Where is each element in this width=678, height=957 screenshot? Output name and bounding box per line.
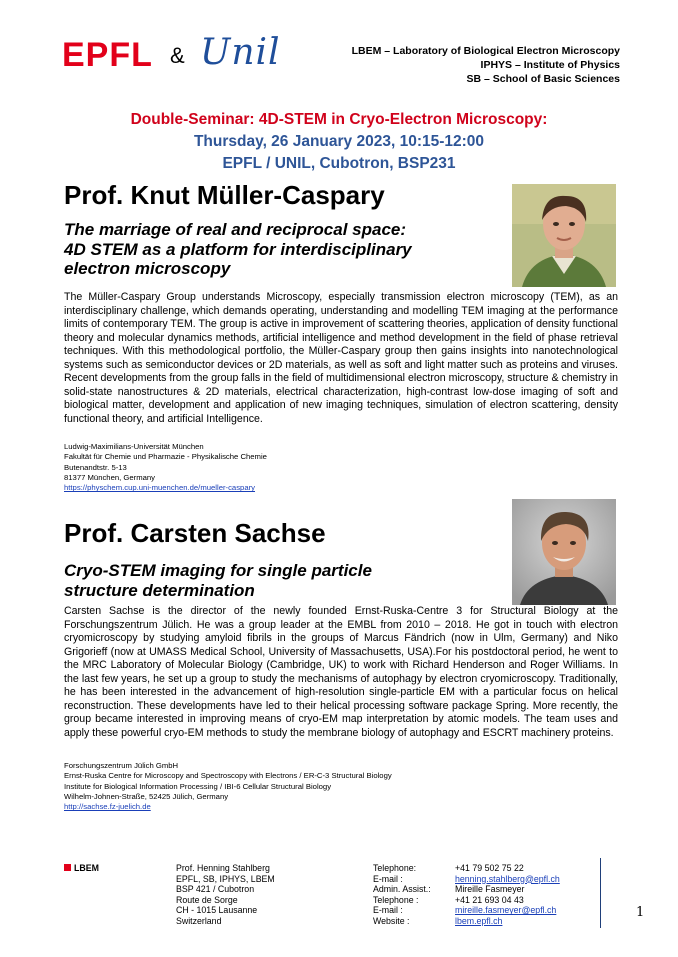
affiliation-line: Ernst-Ruska Centre for Microscopy and Spectroscopy with Electrons / ER-C-3 Structural Biology (64, 771, 392, 781)
seminar-venue: EPFL / UNIL, Cubotron, BSP231 (222, 155, 456, 172)
speaker-1-link[interactable]: https://physchem.cup.uni-muenchen.de/mueller-caspary (64, 483, 256, 493)
contact-label: Telephone: (373, 863, 417, 873)
affiliation-line: 81377 München, Germany (64, 472, 156, 482)
speaker-1-photo (512, 184, 616, 287)
speaker-1-talk-title (64, 220, 464, 279)
contact-email-assistant-link[interactable]: mireille.fasmeyer@epfl.ch (455, 905, 557, 916)
institution-sb: SB – School of Basic Sciences (466, 73, 620, 85)
affiliation-line: Fakultät für Chemie und Pharmazie - Physikalische Chemie (64, 452, 267, 462)
affiliation-line: Ludwig-Maximilians-Universität München (64, 442, 204, 451)
speaker-2-link[interactable]: http://sachse.fz-juelich.de (64, 802, 151, 812)
talk-title-line: Cryo-STEM imaging for single particle (64, 561, 372, 580)
institution-lbem: LBEM – Laboratory of Biological Electron Microscopy (351, 45, 620, 57)
seminar-title: Double-Seminar: 4D-STEM in Cryo-Electron Microscopy: (130, 111, 548, 128)
contact-assistant: Mireille Fasmeyer (455, 884, 525, 895)
institution-iphys: IPHYS – Institute of Physics (480, 59, 620, 71)
address-line: CH - 1015 Lausanne (176, 905, 258, 916)
speaker-2-affiliation (64, 761, 524, 812)
contact-label: Website : (373, 915, 410, 926)
affiliation-line: Butenandtstr. 5-13 (64, 462, 127, 472)
footer-address (176, 863, 275, 927)
speaker-1-name: Prof. Knut Müller-Caspary (64, 180, 385, 210)
contact-label: E-mail : (373, 873, 403, 884)
talk-title-line: 4D STEM as a platform for interdisciplinary (64, 239, 412, 259)
contact-label: Admin. Assist.: (373, 884, 431, 895)
lab-square-icon (64, 864, 71, 871)
speaker-1-abstract: The Müller-Caspary Group understands Microscopy, especially transmission electron microscopy (TEM), as an interdisciplinary challenge, which demands operating, understanding and modelling TEM imaging at the performance limits of contemporary TEM. The group is active in improvement of scattering theories, application of density functional theory and molecular dynamics methods, artificial intelligence and method development in the field of phase retrieval techniques. With this methodological portfolio, the Müller-Caspary group then gains insights into nanotechnological systems such as semiconductor devices or 2D materials, as well as soft and light matter such as proteins and viruses. Recent developments from the group falls in the field of multidimensional electron microscopy, structure & chemistry in solid-state nanostructures & 2D materials, electrical characterization, high-contrast low-dose imaging of soft and biological matter, development and application of new imaging techniques, simulation of electron scattering, density functional theory, and artificial Intelligence. (64, 291, 618, 425)
address-line: BSP 421 / Cubotron (176, 884, 255, 895)
footer-divider (600, 858, 601, 928)
address-line: Prof. Henning Stahlberg (176, 863, 270, 873)
speaker-2-photo (512, 499, 616, 605)
page-number: 1 (636, 905, 645, 920)
address-line: Switzerland (176, 915, 222, 926)
contact-phone: +41 79 502 75 22 (455, 863, 524, 873)
contact-label: Telephone : (373, 894, 419, 905)
contact-label: E-mail : (373, 905, 403, 916)
speaker-2-name: Prof. Carsten Sachse (64, 518, 326, 548)
seminar-date: Thursday, 26 January 2023, 10:15-12:00 (193, 133, 485, 150)
unil-logo: Unil (200, 32, 281, 73)
affiliation-line: Wilhelm-Johnen-Straße, 52425 Jülich, Germany (64, 791, 229, 801)
institution-list (352, 44, 620, 86)
footer-lab-label: LBEM (74, 863, 99, 873)
affiliation-line: Institute for Biological Information Processing / IBI-6 Cellular Structural Biology (64, 781, 332, 791)
speaker-2-talk-title (64, 561, 464, 600)
talk-title-line: electron microscopy (64, 259, 231, 278)
website-link[interactable]: lbem.epfl.ch (455, 915, 503, 926)
footer-contact-values (455, 863, 560, 927)
epfl-logo: EPFL (62, 36, 153, 74)
footer-contact-labels (373, 863, 431, 927)
talk-title-line: The marriage of real and reciprocal space: (64, 220, 407, 239)
footer-lab (64, 863, 99, 874)
affiliation-line: Forschungszentrum Jülich GmbH (64, 761, 179, 770)
speaker-1-affiliation (64, 442, 524, 493)
contact-email-link[interactable]: henning.stahlberg@epfl.ch (455, 873, 560, 884)
speaker-2-abstract: Carsten Sachse is the director of the newly founded Ernst-Ruska-Centre 3 for Structural Biology at the Forschungszentrum Jülich. He was a group leader at the EMBL from 2010 – 2018. He got in touch with electron cryomicroscopy by studying amyloid fibrils in the groups of Marcus Fändrich (now in Ulm, Germany) and Niko Grigorieff (now at UMASS Medical School, University of Massachusetts, USA).For his postdoctoral period, he went to the MRC Laboratory of Molecular Biology (Cambridge, UK) to work with Richard Henderson and Roger Williams. In the last few years, he set up a group to study the mechanisms of autophagy by electron cryomicroscopy. Traditionally, he has been interested in the advancement of high-resolution single-particle EM with a particular focus on helical reconstruction. These developments have led to their helical processing software package Spring. More recently, the group became interested in improving means of cryo-EM map interpretation by atomic models. The team uses and apply these powerful cryo-EM methods to study the membrane biology of autophagy and ESCRT machinery proteins. (64, 605, 618, 739)
talk-title-line: structure determination (64, 580, 255, 600)
address-line: EPFL, SB, IPHYS, LBEM (176, 873, 275, 884)
contact-phone-assistant: +41 21 693 04 43 (455, 894, 524, 905)
logo-ampersand: & (170, 43, 185, 68)
address-line: Route de Sorge (176, 894, 238, 905)
